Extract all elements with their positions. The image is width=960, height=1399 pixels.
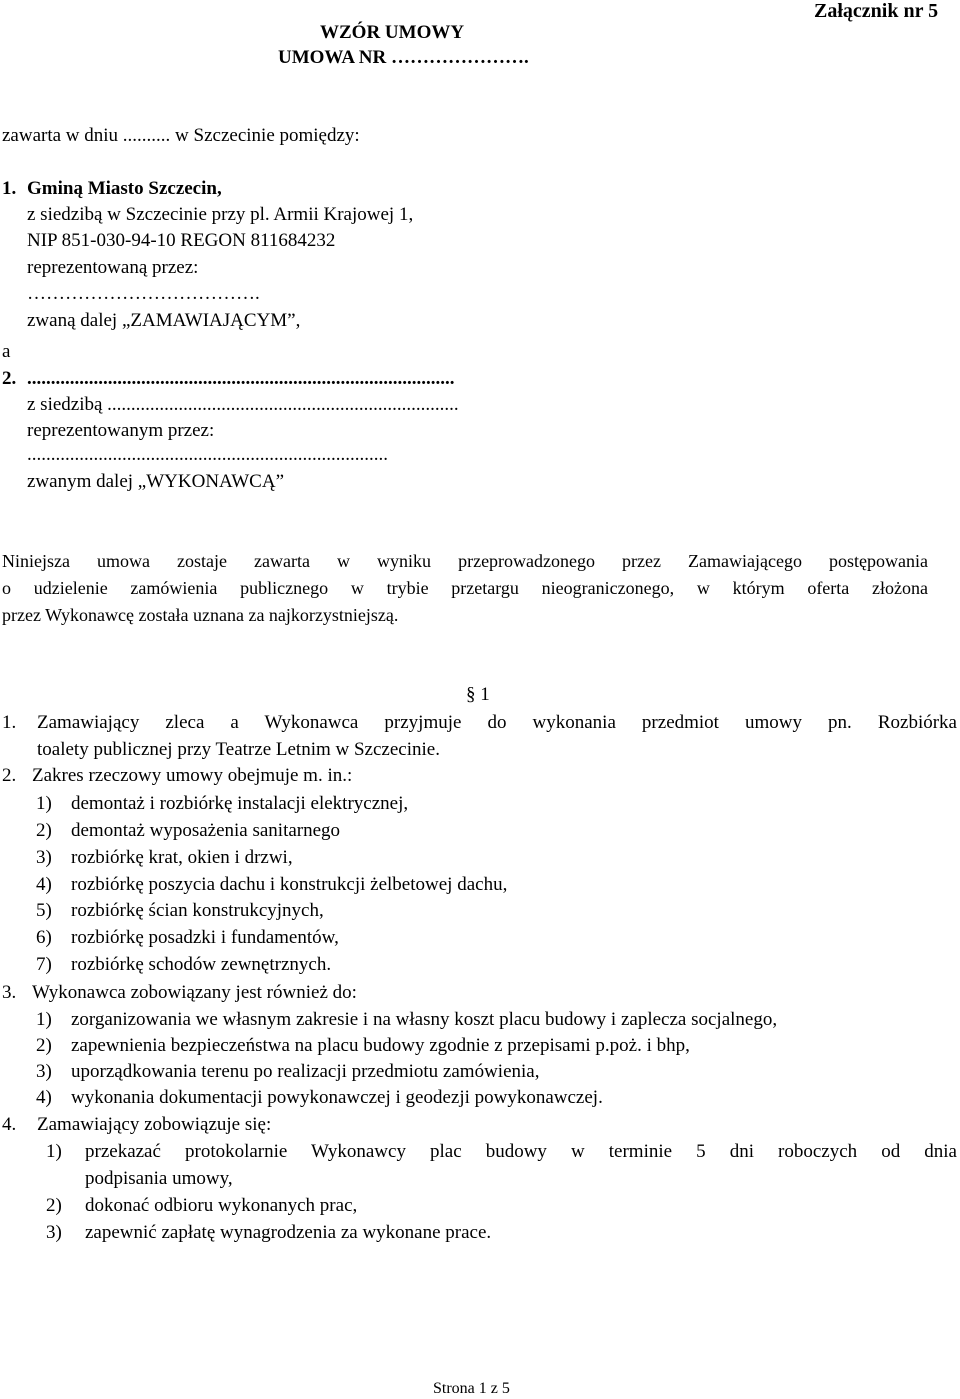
party1-number: 1.	[2, 178, 17, 199]
item3-sub-text: zorganizowania we własnym zakresie i na własny koszt placu budowy i zaplecza socjalnego,	[71, 1009, 778, 1030]
item4-sub-num: 1)	[46, 1141, 62, 1162]
item3-sub-text: zapewnienia bezpieczeństwa na placu budowy zgodnie z przepisami p.poż. i bhp,	[71, 1035, 690, 1056]
party2-name-dots: ..........................................................................................	[27, 368, 455, 389]
party1-represented: reprezentowaną przez:	[27, 257, 199, 278]
item2-number: 2.	[2, 765, 17, 786]
item1-line-1: Zamawiający zleca a Wykonawca przyjmuje do wykonania przedmiot umowy pn. Rozbiórka	[37, 712, 957, 733]
section-heading: § 1	[466, 684, 490, 705]
conjunction: a	[2, 341, 11, 362]
item2-sub-text: rozbiórkę poszycia dachu i konstrukcji żelbetowej dachu,	[71, 874, 508, 895]
item2-sub-num: 4)	[36, 874, 52, 895]
item2-sub-num: 6)	[36, 927, 52, 948]
party1-ids: NIP 851-030-94-10 REGON 811684232	[27, 230, 336, 251]
item3-sub-num: 3)	[36, 1061, 52, 1082]
attachment-label: Załącznik nr 5	[814, 0, 939, 22]
item4-sub-num: 3)	[46, 1222, 62, 1243]
item2-sub-num: 3)	[36, 847, 52, 868]
item2-sub-num: 7)	[36, 954, 52, 975]
item2-sub-num: 5)	[36, 900, 52, 921]
party1-address: z siedzibą w Szczecinie przy pl. Armii Krajowej 1,	[27, 204, 414, 225]
item3-sub-text: wykonania dokumentacji powykonawczej i geodezji powykonawczej.	[71, 1087, 603, 1108]
item4-text: Zamawiający zobowiązuje się:	[37, 1114, 272, 1135]
party2-alias: zwanym dalej „WYKONAWCĄ”	[27, 471, 285, 492]
item4-sub1-line-1: przekazać protokolarnie Wykonawcy plac budowy w terminie 5 dni roboczych od dnia	[85, 1141, 957, 1162]
party1-name: Gminą Miasto Szczecin,	[27, 178, 222, 199]
item3-number: 3.	[2, 982, 17, 1003]
item4-sub-text: dokonać odbioru wykonanych prac,	[85, 1195, 358, 1216]
item2-sub-text: rozbiórkę schodów zewnętrznych.	[71, 954, 332, 975]
preamble-line-1: Niniejsza umowa zostaje zawarta w wyniku przeprowadzonego przez Zamawiającego postępowania	[2, 551, 928, 571]
contract-number: UMOWA NR ………………….	[278, 47, 529, 68]
item2-sub-num: 1)	[36, 793, 52, 814]
item1-line-2: toalety publicznej przy Teatrze Letnim w Szczecinie.	[37, 739, 440, 760]
item2-sub-num: 2)	[36, 820, 52, 841]
party2-represented: reprezentowanym przez:	[27, 420, 215, 441]
item2-sub-text: rozbiórkę ścian konstrukcyjnych,	[71, 900, 324, 921]
item3-sub-text: uporządkowania terenu po realizacji przedmiotu zamówienia,	[71, 1061, 540, 1082]
item2-text: Zakres rzeczowy umowy obejmuje m. in.:	[32, 765, 353, 786]
intro-line: zawarta w dniu .......... w Szczecinie pomiędzy:	[2, 125, 360, 146]
item3-sub-num: 4)	[36, 1087, 52, 1108]
item4-sub-text: zapewnić zapłatę wynagrodzenia za wykonane prace.	[85, 1222, 492, 1243]
item3-text: Wykonawca zobowiązany jest również do:	[32, 982, 357, 1003]
preamble-line-2: o udzielenie zamówienia publicznego w trybie przetargu nieograniczonego, w którym oferta złożona	[2, 578, 928, 598]
item2-sub-text: rozbiórkę posadzki i fundamentów,	[71, 927, 339, 948]
party1-representative-dots: ……………………………….	[27, 283, 260, 304]
party2-address: z siedzibą ..........................................................................	[27, 394, 459, 415]
item2-sub-text: demontaż i rozbiórkę instalacji elektrycznej,	[71, 793, 409, 814]
item3-sub-num: 1)	[36, 1009, 52, 1030]
item4-sub1-line-2: podpisania umowy,	[85, 1168, 233, 1189]
item2-sub-text: rozbiórkę krat, okien i drzwi,	[71, 847, 293, 868]
document-title: WZÓR UMOWY	[320, 22, 465, 43]
item2-sub-text: demontaż wyposażenia sanitarnego	[71, 820, 341, 841]
item1-number: 1.	[2, 712, 17, 733]
party2-number: 2.	[2, 368, 17, 389]
preamble-line-3: przez Wykonawcę została uznana za najkorzystniejszą.	[2, 605, 399, 625]
party1-alias: zwaną dalej „ZAMAWIAJĄCYM”,	[27, 310, 301, 331]
item4-sub-num: 2)	[46, 1195, 62, 1216]
item3-sub-num: 2)	[36, 1035, 52, 1056]
item4-number: 4.	[2, 1114, 17, 1135]
page-number: Strona 1 z 5	[433, 1380, 510, 1397]
party2-representative-dots: ............................................................................	[27, 444, 388, 465]
